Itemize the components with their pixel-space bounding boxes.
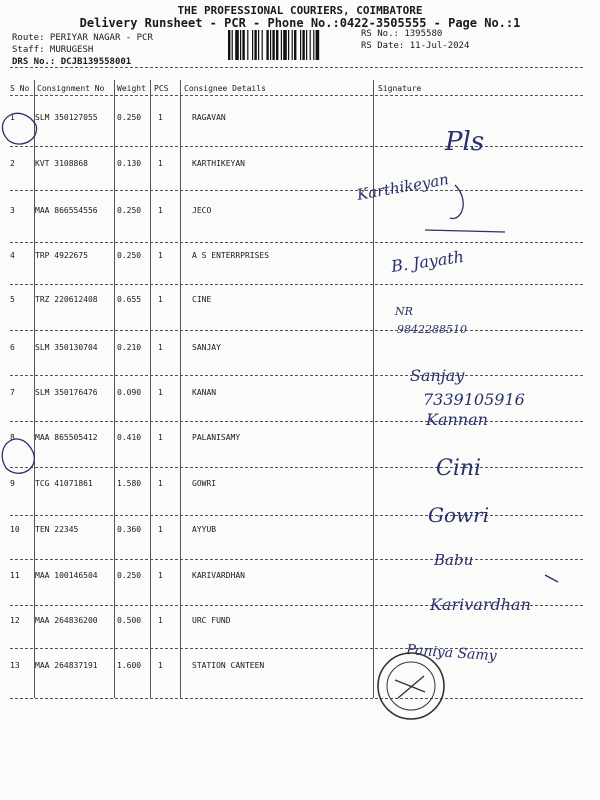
row-consignment: SLM 350130704 bbox=[35, 343, 98, 352]
signature-row-1: Pls bbox=[445, 127, 485, 157]
row-sno: 2 bbox=[10, 159, 15, 168]
row-consignment: SLM 350176476 bbox=[35, 388, 98, 397]
rs-number: RS No.: 1395580 bbox=[361, 29, 443, 39]
col-pcs: PCS bbox=[154, 84, 169, 93]
signature-stroke bbox=[545, 575, 558, 582]
signature-stroke bbox=[425, 230, 505, 232]
row-weight: 0.360 bbox=[117, 525, 142, 534]
row-weight: 0.250 bbox=[117, 113, 142, 122]
row-sno: 7 bbox=[10, 388, 15, 397]
signature-row-5-initials: NR bbox=[395, 305, 413, 318]
signature-stroke bbox=[450, 185, 463, 218]
route-text: Route: PERIYAR NAGAR - PCR bbox=[12, 33, 153, 43]
signature-row-12: Paniya Samy bbox=[405, 642, 498, 665]
row-consignment: MAA 264837191 bbox=[35, 661, 98, 670]
col-weight: Weight bbox=[117, 84, 146, 93]
row-consignee: KARIVARDHAN bbox=[192, 571, 245, 580]
row-sno: 6 bbox=[10, 343, 15, 352]
row-sno: 13 bbox=[10, 661, 20, 670]
row-weight: 0.250 bbox=[117, 571, 142, 580]
drs-number: DRS No.: DCJB139558001 bbox=[12, 57, 132, 67]
row-sno: 9 bbox=[10, 479, 15, 488]
row-consignee: RAGAVAN bbox=[192, 113, 226, 122]
row-consignment: KVT 3108868 bbox=[35, 159, 88, 168]
row-marker-circle bbox=[2, 113, 36, 144]
signature-row-7-phone: 7339105916 bbox=[423, 390, 525, 409]
col-signature: Signature bbox=[378, 84, 422, 93]
runsheet-title: Delivery Runsheet - PCR - Phone No.:0422-3505555 - Page No.:1 bbox=[79, 16, 521, 30]
company-seal-stamp bbox=[378, 653, 444, 719]
signature-row-8: Cini bbox=[436, 456, 482, 481]
row-consignee: GOWRI bbox=[192, 479, 217, 488]
row-pcs: 1 bbox=[158, 616, 163, 625]
row-sno: 8 bbox=[10, 433, 15, 442]
signature-row-2: Karthikeyan bbox=[355, 170, 451, 204]
row-pcs: 1 bbox=[158, 571, 163, 580]
signature-row-10: Babu bbox=[434, 551, 474, 569]
signature-row-9: Gowri bbox=[428, 503, 490, 527]
row-pcs: 1 bbox=[158, 433, 163, 442]
signature-row-7-name: Kannan bbox=[426, 410, 488, 429]
row-sno: 12 bbox=[10, 616, 20, 625]
row-consignment: MAA 865505412 bbox=[35, 433, 98, 442]
row-weight: 0.410 bbox=[117, 433, 142, 442]
row-consignee: SANJAY bbox=[192, 343, 221, 352]
signature-row-11: Karivardhan bbox=[430, 595, 531, 614]
col-sno: S No bbox=[10, 84, 30, 93]
company-name: THE PROFESSIONAL COURIERS, COIMBATORE bbox=[177, 4, 423, 17]
row-sno: 3 bbox=[10, 206, 15, 215]
row-consignee: AYYUB bbox=[192, 525, 217, 534]
row-pcs: 1 bbox=[158, 251, 163, 260]
row-consignee: URC FUND bbox=[192, 616, 231, 625]
row-weight: 0.500 bbox=[117, 616, 142, 625]
row-consignee: A S ENTERRPRISES bbox=[192, 251, 270, 260]
row-consignee: JECO bbox=[192, 206, 212, 215]
row-marker-circle bbox=[2, 439, 34, 473]
row-consignment: TRZ 220612408 bbox=[35, 295, 98, 304]
signature-row-4: B. Jayath bbox=[389, 246, 466, 276]
row-consignee: CINE bbox=[192, 295, 212, 304]
row-consignment: MAA 866554556 bbox=[35, 206, 98, 215]
row-weight: 0.090 bbox=[117, 388, 142, 397]
staff-text: Staff: MURUGESH bbox=[12, 45, 94, 55]
row-weight: 0.210 bbox=[117, 343, 142, 352]
signature-row-6-name: Sanjay bbox=[410, 366, 465, 385]
row-sno: 1 bbox=[10, 113, 15, 122]
row-consignee: STATION CANTEEN bbox=[192, 661, 265, 670]
rs-date: RS Date: 11-Jul-2024 bbox=[361, 41, 470, 51]
row-pcs: 1 bbox=[158, 206, 163, 215]
signature-row-5-phone: 9842288510 bbox=[397, 323, 467, 336]
row-sno: 4 bbox=[10, 251, 15, 260]
row-consignment: TEN 22345 bbox=[35, 525, 79, 534]
row-pcs: 1 bbox=[158, 295, 163, 304]
col-consignee: Consignee Details bbox=[184, 84, 266, 93]
row-consignment: MAA 264836200 bbox=[35, 616, 98, 625]
row-consignment: TCG 41071861 bbox=[35, 479, 93, 488]
row-sno: 11 bbox=[10, 571, 20, 580]
row-consignment: MAA 100146504 bbox=[35, 571, 98, 580]
row-consignment: TRP 4922675 bbox=[35, 251, 88, 260]
row-consignee: PALANISAMY bbox=[192, 433, 241, 442]
row-pcs: 1 bbox=[158, 661, 163, 670]
row-weight: 0.655 bbox=[117, 295, 142, 304]
row-pcs: 1 bbox=[158, 113, 163, 122]
row-sno: 10 bbox=[10, 525, 20, 534]
row-pcs: 1 bbox=[158, 479, 163, 488]
row-weight: 1.580 bbox=[117, 479, 142, 488]
row-consignment: SLM 350127055 bbox=[35, 113, 98, 122]
row-weight: 0.250 bbox=[117, 251, 142, 260]
row-weight: 1.600 bbox=[117, 661, 142, 670]
row-pcs: 1 bbox=[158, 388, 163, 397]
row-consignee: KARTHIKEYAN bbox=[192, 159, 245, 168]
col-consignment: Consignment No bbox=[37, 84, 105, 93]
row-pcs: 1 bbox=[158, 525, 163, 534]
row-weight: 0.250 bbox=[117, 206, 142, 215]
row-consignee: KANAN bbox=[192, 388, 217, 397]
row-pcs: 1 bbox=[158, 159, 163, 168]
row-pcs: 1 bbox=[158, 343, 163, 352]
row-weight: 0.130 bbox=[117, 159, 142, 168]
row-sno: 5 bbox=[10, 295, 15, 304]
